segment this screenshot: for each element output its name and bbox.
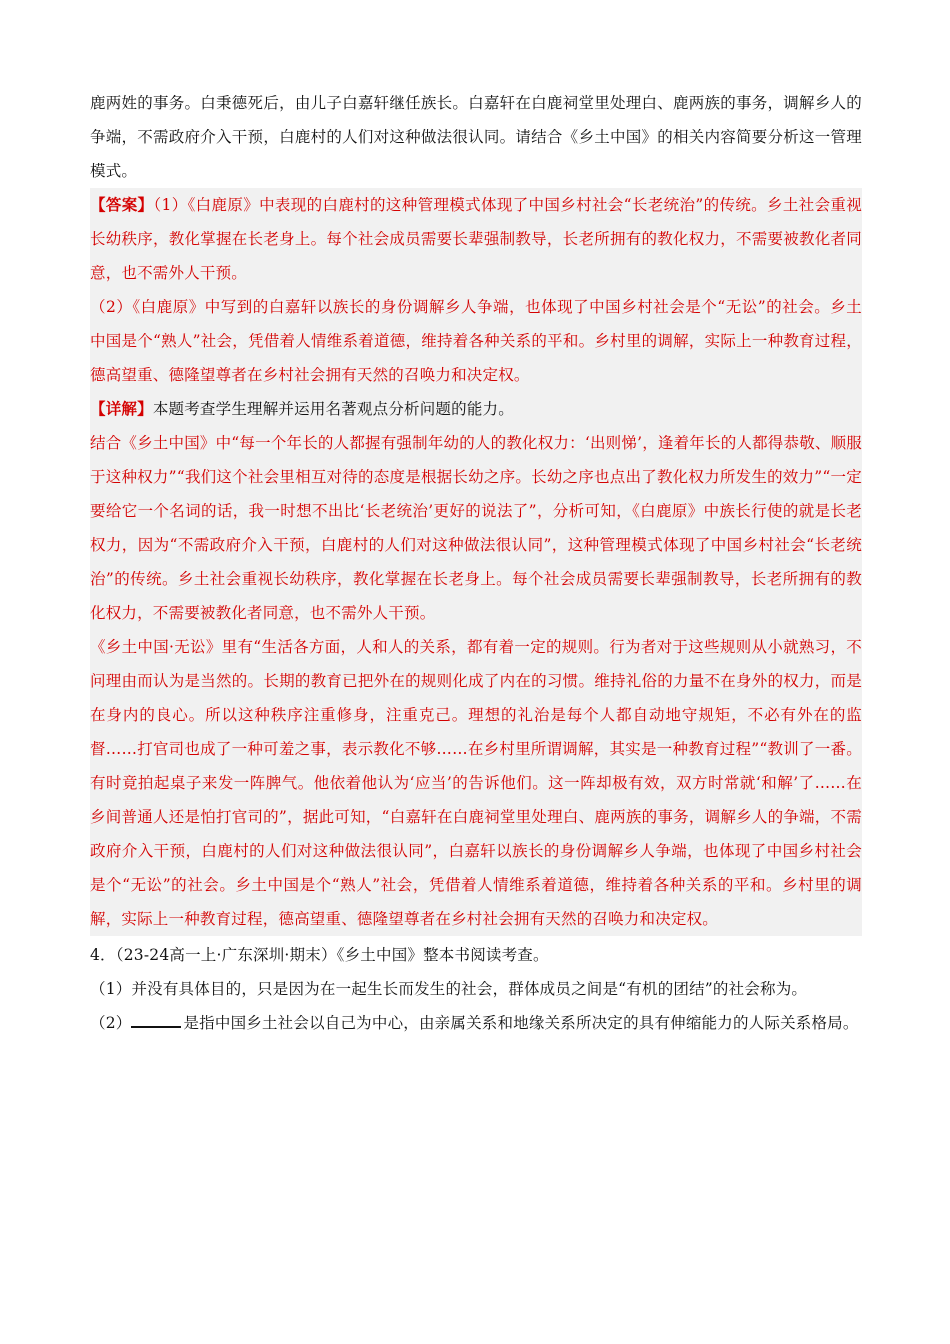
- question-intro: 鹿两姓的事务。白秉德死后，由儿子白嘉轩继任族长。白嘉轩在白鹿祠堂里处理白、鹿两族的事务，调解乡人的争端，不需政府介入干预，白鹿村的人们对这种做法很认同。请结合《乡土中国》的相关内容简要分析这一管理模式。: [90, 94, 862, 180]
- question-4-sub-1: （1）并没有具体目的，只是因为在一起生长而发生的社会，群体成员之间是“有机的团结”的社会称为。: [90, 980, 808, 998]
- answer-block: [90, 188, 862, 936]
- question-4-heading: 4．（23-24高一上·广东深圳·期末）《乡土中国》整本书阅读考查。: [90, 946, 549, 964]
- answer-tag: 【答案】: [90, 195, 154, 214]
- answer-part-1-text: （1）《白鹿原》中表现的白鹿村的这种管理模式体现了中国乡村社会“长老统治”的传统。乡土社会重视长幼秩序，教化掌握在长老身上。每个社会成员需要长辈强制教导，长老所拥有的教化权力，不需要被教化者同意，也不需外人干预。: [90, 196, 862, 282]
- detail-paragraph-1: 结合《乡土中国》中“每一个年长的人都握有强制年幼的人的教化权力：‘出则悌’，逢着年长的人都得恭敬、顺服于这种权力”“我们这个社会里相互对待的态度是根据长幼之序。长幼之序也点出了教化权力所发生的效力”“一定要给它一个名词的话，我一时想不出比‘长老统治’更好的说法了”，分析可知，《白鹿原》中族长行使的就是长老权力，因为“不需政府介入干预，白鹿村的人们对这种做法很认同”，这种管理模式体现了中国乡村社会“长老统治”的传统。乡土社会重视长幼秩序，教化掌握在长老身上。每个社会成员需要长辈强制教导，长老所拥有的教化权力，不需要被教化者同意，也不需外人干预。: [90, 434, 862, 622]
- detail-paragraph-2: 《乡土中国·无讼》里有“生活各方面，人和人的关系，都有着一定的规则。行为者对于这些规则从小就熟习，不问理由而认为是当然的。长期的教育已把外在的规则化成了内在的习惯。维持礼俗的力量不在身外的权力，而是在身内的良心。所以这种秩序注重修身，注重克己。理想的礼治是每个人都自动地守规矩，不必有外在的监督……打官司也成了一种可羞之事，表示教化不够……在乡村里所谓调解，其实是一种教育过程”“教训了一番。有时竟拍起桌子来发一阵脾气。他依着他认为‘应当’的告诉他们。这一阵却极有效，双方时常就‘和解’了……在乡间普通人还是怕打官司的”，据此可知，“白嘉轩在白鹿祠堂里处理白、鹿两族的事务，调解乡人的争端，不需政府介入干预，白鹿村的人们对这种做法很认同”，白嘉轩以族长的身份调解乡人争端，也体现了中国乡村社会是个“无讼”的社会。乡土中国是个“熟人”社会，凭借着人情维系着道德，维持着各种关系的平和。乡村里的调解，实际上一种教育过程，德高望重、德隆望尊者在乡村社会拥有天然的召唤力和决定权。: [90, 638, 862, 928]
- detail-lead: [90, 392, 862, 426]
- answer-part-1: [90, 188, 862, 290]
- answer-part-2: （2）《白鹿原》中写到的白嘉轩以族长的身份调解乡人争端，也体现了中国乡村社会是个“无讼”的社会。乡土中国是个“熟人”社会，凭借着人情维系着道德，维持着各种关系的平和。乡村里的调解，实际上一种教育过程，德高望重、德隆望尊者在乡村社会拥有天然的召唤力和决定权。: [90, 298, 862, 384]
- answer-blank[interactable]: [131, 1008, 181, 1028]
- question-4-sub-2-prefix: （2）: [90, 1014, 132, 1032]
- detail-tag: 【详解】: [90, 399, 153, 418]
- question-4-sub-2: [90, 1006, 862, 1040]
- detail-lead-text: 本题考查学生理解并运用名著观点分析问题的能力。: [152, 400, 514, 418]
- page-content: [90, 86, 862, 1040]
- question-4-sub-2-text: 是指中国乡土社会以自己为中心，由亲属关系和地缘关系所决定的具有伸缩能力的人际关系格局。: [183, 1014, 859, 1032]
